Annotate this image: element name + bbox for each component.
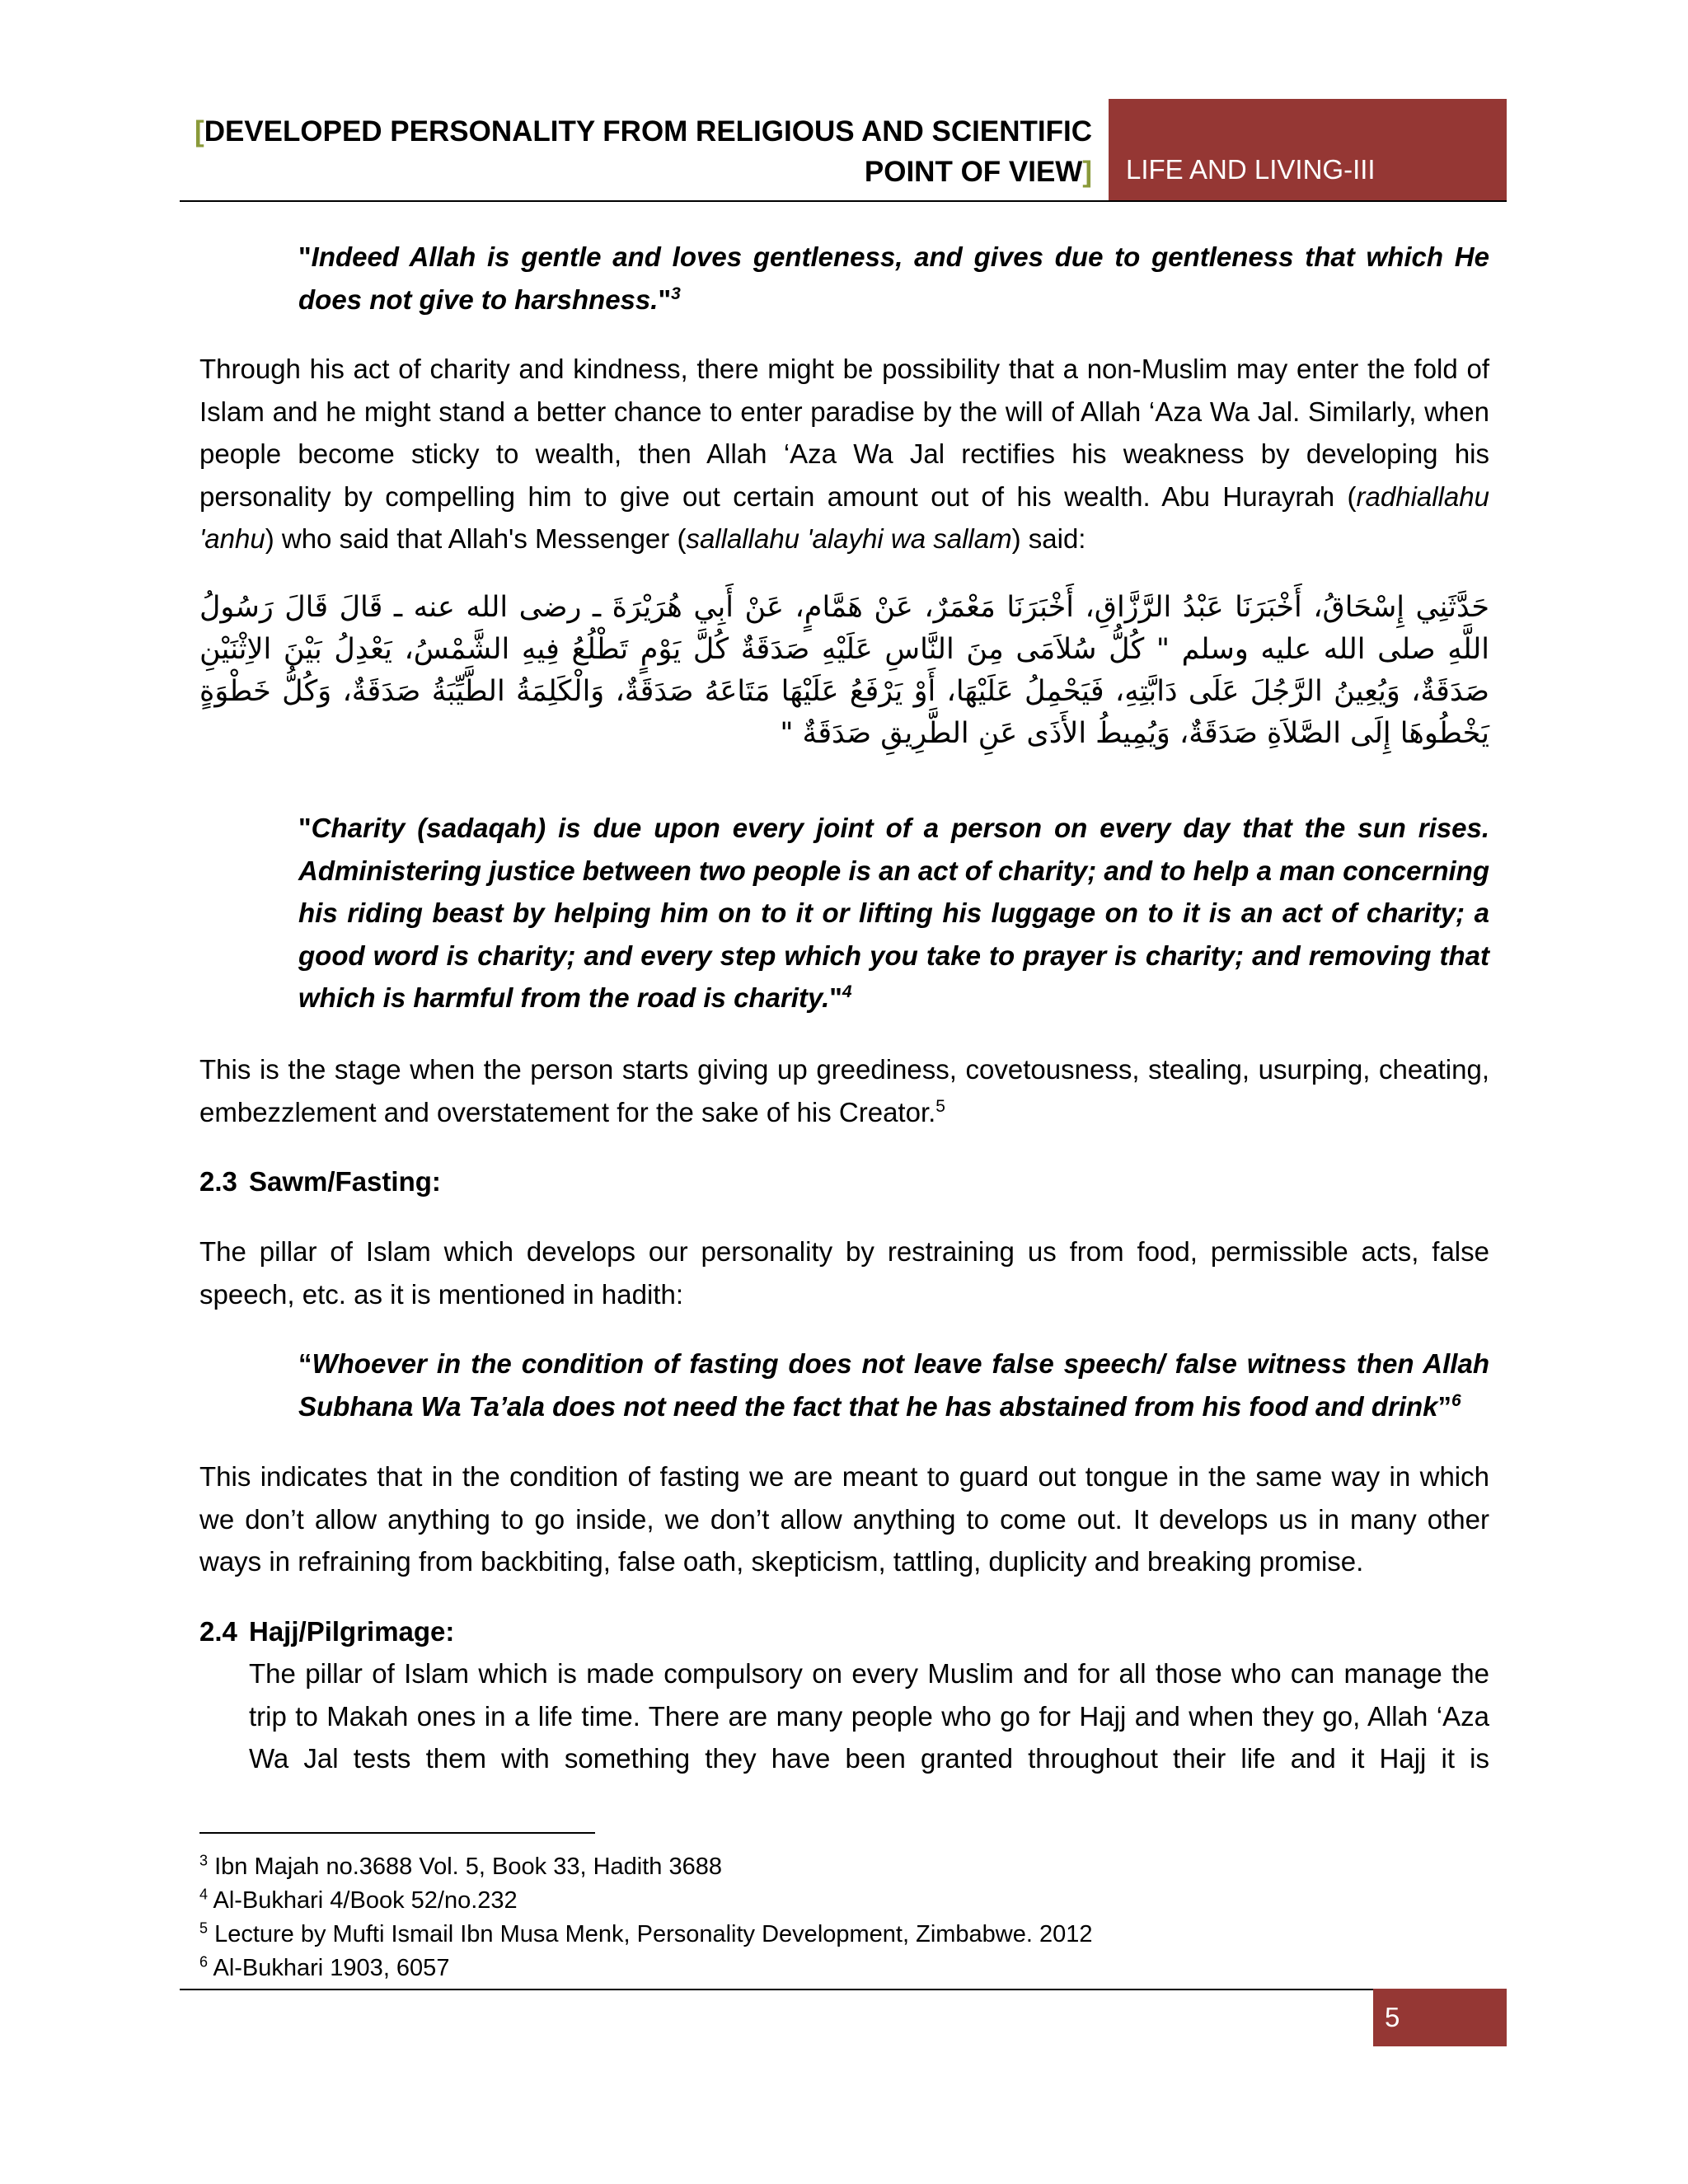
quote-sadaqah-text: Charity (sadaqah) is due upon every joint of a person on every day that the sun rises. Administering justice between two people is an act of charity; and to help a man concerning his riding beast by helping him on to it or lifting his luggage on to it is an act of charity; a good word is charity; and every step which you take to prayer is charity; and removing that which is harmful from the road is charity. <box>298 813 1489 1013</box>
paragraph-hajj: The pillar of Islam which is made compulsory on every Muslim and for all those who can manage the trip to Makah ones in a life time. There are many people who go for Hajj and when they go, Allah ‘Aza Wa Jal tests them with something they have been granted throughout their life and it Hajj it is <box>249 1658 1489 1774</box>
arabic-hadith: حَدَّثَنِي إِسْحَاقُ، أَخْبَرَنَا عَبْدُ الرَّزَّاقِ، أَخْبَرَنَا مَعْمَرٌ، عَنْ هَمَّامٍ، عَنْ أَبِي هُرَيْرَةَ ـ رضى الله عنه ـ قَالَ قَالَ رَسُولُ اللَّهِ صلى الله عليه وسلم " كُلُّ سُلاَمَى مِنَ النَّاسِ عَلَيْهِ صَدَقَةٌ كُلَّ يَوْمٍ تَطْلُعُ فِيهِ الشَّمْسُ، يَعْدِلُ بَيْنَ الاِثْنَيْنِ صَدَقَةٌ، وَيُعِينُ الرَّجُلَ عَلَى دَابَّتِهِ، فَيَحْمِلُ عَلَيْهَا، أَوْ يَرْفَعُ عَلَيْهَا مَتَاعَهُ صَدَقَةٌ، وَالْكَلِمَةُ الطَّيِّبَةُ صَدَقَةٌ، وَكُلُّ خَطْوَةٍ يَخْطُوهَا إِلَى الصَّلاَةِ صَدَقَةٌ، وَيُمِيطُ الأَذَى عَنِ الطَّرِيقِ صَدَقَةٌ " <box>199 591 1489 750</box>
footnote-ref-6[interactable]: 6 <box>1451 1390 1461 1410</box>
header-book-label-box <box>1109 99 1507 201</box>
header-book-label: LIFE AND LIVING-III <box>1126 154 1376 185</box>
header-bracket-open: [ <box>195 115 204 148</box>
footnote-ref-4[interactable]: 4 <box>842 982 852 1001</box>
section-heading-hajj: 2.4 Hajj/Pilgrimage: <box>199 1616 455 1647</box>
footer-rule <box>180 1989 1507 1990</box>
paragraph-charity: Through his act of charity and kindness, there might be possibility that a non-Muslim may enter the fold of Islam and he might stand a better chance to enter paradise by the will of Allah ‘Aza Wa Jal. Similarly, when people become sticky to wealth, then Allah ‘Aza Wa Jal rectifies his weakness by developing his personality by compelling him to give out certain amount out of his wealth. Abu Hurayrah (radhiallahu 'anhu) who said that Allah's Messenger (sallallahu 'alayhi wa sallam) said: <box>199 354 1489 554</box>
footnote-4: $^4$ Al-Bukhari 4/Book 52/no.232 <box>199 1886 518 1914</box>
quote-gentleness-text: Indeed Allah is gentle and loves gentleness, and gives due to gentleness that which He does not give to harshness. <box>298 241 1489 315</box>
honorific-sallallahu: sallallahu 'alayhi wa sallam <box>686 523 1012 554</box>
quote-gentleness: "Indeed Allah is gentle and loves gentleness, and gives due to gentleness that which He does not give to harshness."$^3$ <box>298 241 1489 315</box>
honorific-radhiallahu: radhiallahu 'anhu <box>199 480 1489 554</box>
header-title-line1: DEVELOPED PERSONALITY FROM RELIGIOUS AND SCIENTIFIC <box>204 115 1092 148</box>
quote-fasting-text: Whoever in the condition of fasting does not leave false speech/ false witness then Allah Subhana Wa Ta’ala does not need the fact that he has abstained from his food and drink <box>298 1348 1489 1422</box>
footnote-ref-5[interactable]: 5 <box>935 1096 945 1116</box>
footnote-5: $^5$ Lecture by Mufti Ismail Ibn Musa Menk, Personality Development, Zimbabwe. 2012 <box>199 1919 1093 1947</box>
header-rule <box>180 200 1507 202</box>
quote-sadaqah: "Charity (sadaqah) is due upon every joint of a person on every day that the sun rises. Administering justice between two people is an act of charity; and to help a man concerning his riding beast by helping him on to it or lifting his luggage on to it is an act of charity; a good word is charity; and every step which you take to prayer is charity; and removing that which is harmful from the road is charity."$^4$ <box>298 813 1489 1013</box>
paragraph-fasting: The pillar of Islam which develops our personality by restraining us from food, permissible acts, false speech, etc. as it is mentioned in hadith: <box>199 1236 1489 1310</box>
page-number: 5 <box>1385 2002 1400 2032</box>
section-heading-fasting: 2.3 Sawm/Fasting: <box>199 1166 441 1197</box>
quote-fasting: “Whoever in the condition of fasting does not leave false speech/ false witness then Allah Subhana Wa Ta’ala does not need the fact that he has abstained from his food and drink”$^6$ <box>298 1348 1489 1422</box>
paragraph-tongue: This indicates that in the condition of fasting we are meant to guard out tongue in the same way in which we don’t allow anything to go inside, we don’t allow anything to come out. It develops us in many other ways in refraining from backbiting, false oath, skepticism, tattling, duplicity and breaking promise. <box>199 1461 1489 1577</box>
page-number-box <box>1373 1989 1507 2046</box>
header-bracket-close: ] <box>1082 156 1092 188</box>
footnote-separator <box>199 1832 595 1834</box>
paragraph-stage: This is the stage when the person starts giving up greediness, covetousness, stealing, usurping, cheating, embezzlement and overstatement for the sake of his Creator.$^5$ <box>199 1054 1489 1127</box>
footnote-6: $^6$ Al-Bukhari 1903, 6057 <box>199 1953 450 1981</box>
footnote-ref-3[interactable]: 3 <box>671 284 681 303</box>
header-title-line2: POINT OF VIEW <box>864 156 1083 188</box>
running-header-title <box>181 111 1092 192</box>
footnote-3: $^3$ Ibn Majah no.3688 Vol. 5, Book 33, Hadith 3688 <box>199 1852 722 1880</box>
